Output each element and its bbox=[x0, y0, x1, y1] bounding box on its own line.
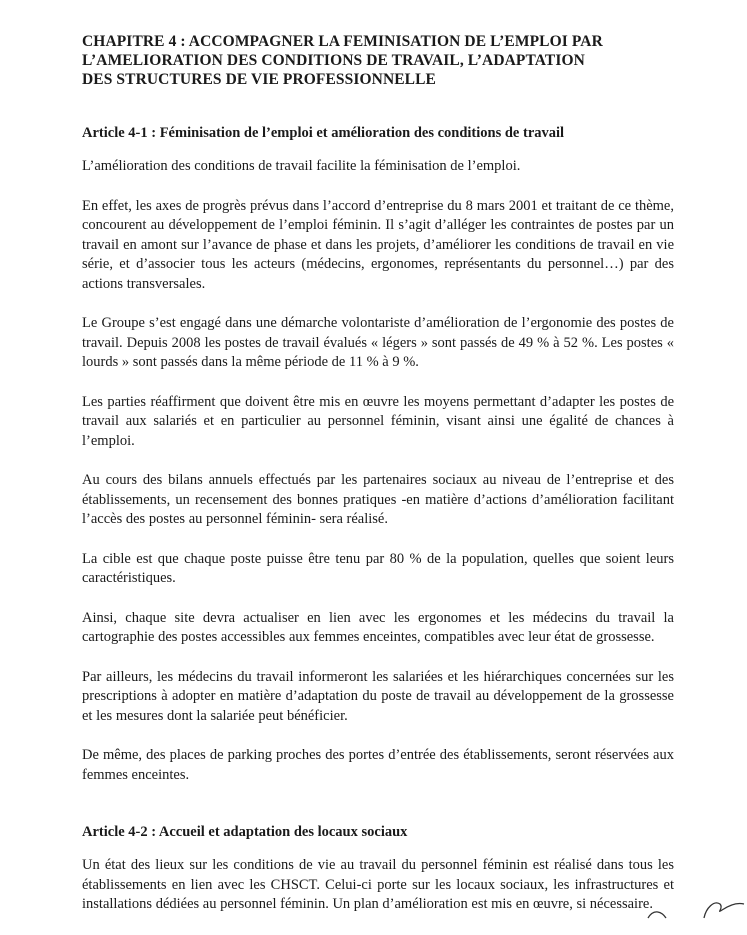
article-4-1-paragraph-8: Par ailleurs, les médecins du travail informeront les salariées et les hiérarchiques concernées sur les prescriptions à adopter en matière d’adaptation du poste de travail au développement de la grossesse et les mesures dont la salariée peut bénéficier. bbox=[82, 668, 674, 724]
article-4-2-title: Article 4-2 : Accueil et adaptation des locaux sociaux bbox=[82, 824, 408, 840]
article-4-1-paragraph-7: Ainsi, chaque site devra actualiser en lien avec les ergonomes et les médecins du travail la cartographie des postes accessibles aux femmes enceintes, compatibles avec leur état de grossesse. bbox=[82, 609, 674, 645]
article-4-1-paragraph-4: Les parties réaffirment que doivent être mis en œuvre les moyens permettant d’adapter les postes de travail aux salariés et en particulier au personnel féminin, visant ainsi une égalité de chances à l’emploi. bbox=[82, 393, 674, 449]
article-4-1-paragraph-2: En effet, les axes de progrès prévus dans l’accord d’entreprise du 8 mars 2001 et traitant de ce thème, concourent au développement de l’emploi féminin. Il s’agit d’alléger les contraintes de postes par un travail en amont sur l’avance de phase et dans les projets, d’améliorer les conditions de travail en vie série, et d’associer tous les acteurs (médecins, ergonomes, représentants du personnel…) par des actions transversales. bbox=[82, 197, 674, 292]
chapter-heading-line-3: DES STRUCTURES DE VIE PROFESSIONNELLE bbox=[82, 71, 436, 88]
document-page bbox=[82, 32, 674, 935]
chapter-heading bbox=[82, 32, 674, 89]
article-4-1-paragraph-9: De même, des places de parking proches des portes d’entrée des établissements, seront réservées aux femmes enceintes. bbox=[82, 747, 674, 783]
chapter-heading-line-2: L’AMELIORATION DES CONDITIONS DE TRAVAIL, L’ADAPTATION bbox=[82, 52, 585, 69]
article-4-1-paragraph-3: Le Groupe s’est engagé dans une démarche volontariste d’amélioration de l’ergonomie des postes de travail. Depuis 2008 les postes de travail évalués « légers » sont passés de 49 % à 52 %. Les postes « lourds » sont passés dans la même période de 11 % à 9 %. bbox=[82, 315, 674, 370]
section-spacer bbox=[82, 805, 674, 823]
handwritten-initials bbox=[640, 878, 747, 920]
article-4-1-paragraph-5: Au cours des bilans annuels effectués par les partenaires sociaux au niveau de l’entreprise et des établissements, un recensement des bonnes pratiques -en matière d’actions d’amélioration facilitant l’accès des postes au personnel féminin- sera réalisé. bbox=[82, 472, 674, 527]
article-4-1-paragraph-6: La cible est que chaque poste puisse être tenu par 80 % de la population, quelles que soient leurs caractéristiques. bbox=[82, 550, 674, 586]
article-4-2-paragraph-1: Un état des lieux sur les conditions de vie au travail du personnel féminin est réalisé dans tous les établissements en lien avec les CHSCT. Celui-ci porte sur les locaux sociaux, les infrastructures et installations dédiées au personnel féminin. Un plan d’amélioration est mis en œuvre, si nécessaire. bbox=[82, 857, 674, 912]
chapter-heading-line-1: CHAPITRE 4 : ACCOMPAGNER LA FEMINISATION DE L’EMPLOI PAR bbox=[82, 33, 603, 50]
article-4-1-paragraph-1: L’amélioration des conditions de travail facilite la féminisation de l’emploi. bbox=[82, 158, 521, 174]
article-4-1-title: Article 4-1 : Féminisation de l’emploi et amélioration des conditions de travail bbox=[82, 125, 565, 141]
